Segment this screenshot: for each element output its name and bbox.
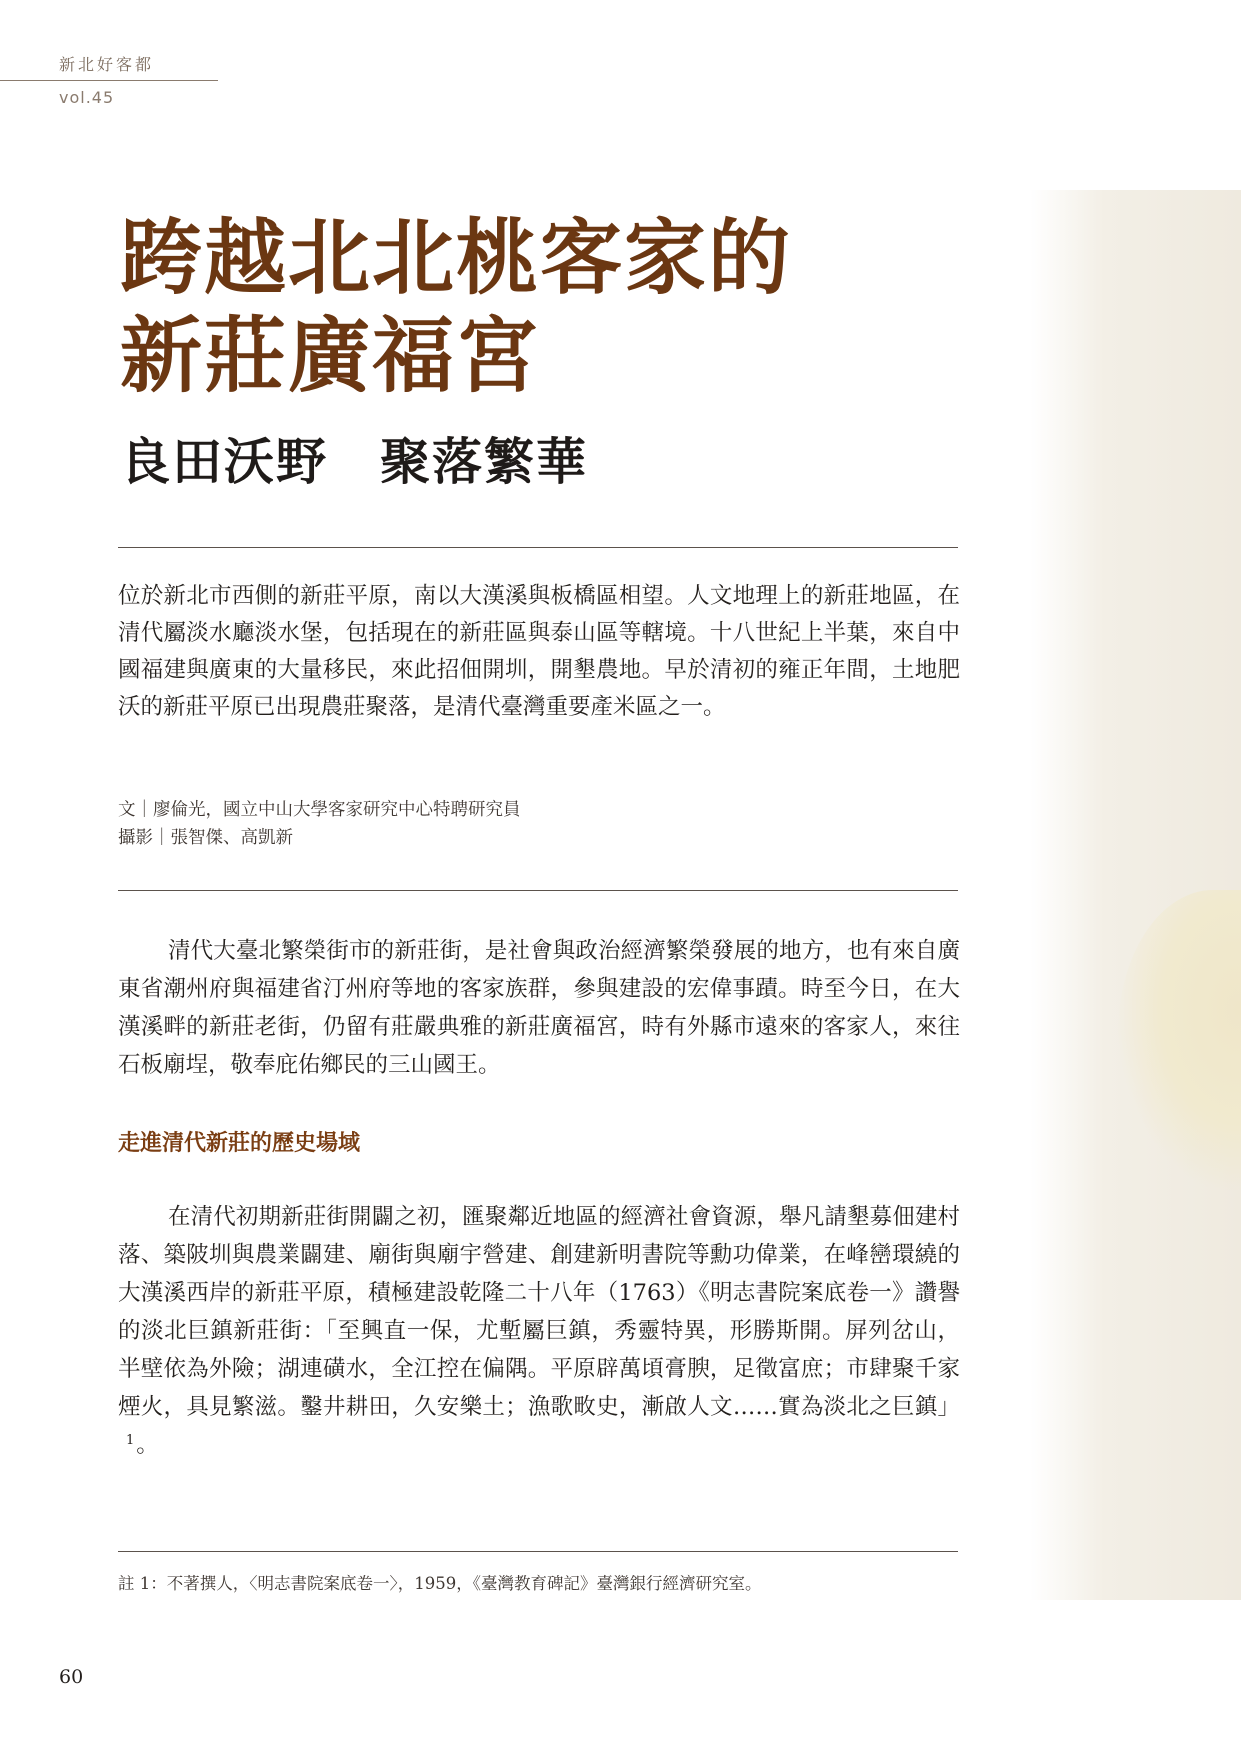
body-paragraph-2 xyxy=(118,1198,960,1464)
page-number: 60 xyxy=(59,1666,84,1688)
header-divider xyxy=(0,80,218,81)
body-paragraph-1: 清代大臺北繁榮街市的新莊街，是社會與政治經濟繁榮發展的地方，也有來自廣東省潮州府與福建省汀州府等地的客家族群，參與建設的宏偉事蹟。時至今日，在大漢溪畔的新莊老街，仍留有莊嚴典雅的新莊廣福宮，時有外縣市遠來的客家人，來往石板廟埕，敬奉庇佑鄉民的三山國王。 xyxy=(118,938,960,1078)
credits-block xyxy=(118,796,918,852)
divider-middle xyxy=(118,890,958,891)
title-line-1: 跨越北北桃客家的 xyxy=(120,211,793,306)
footnote: 註 1：不著撰人，〈明志書院案底卷一〉，1959，《臺灣教育碑記》臺灣銀行經濟研究室。 xyxy=(118,1574,762,1593)
paragraph-2-end: 。 xyxy=(136,1432,159,1458)
title-line-2: 新莊廣福宮 xyxy=(120,309,541,404)
footnote-reference[interactable]: 1 xyxy=(126,1432,135,1448)
magazine-name: 新北好客都 xyxy=(59,55,155,74)
intro-paragraph: 位於新北市西側的新莊平原，南以大漢溪與板橋區相望。人文地理上的新莊地區，在清代屬淡水廳淡水堡，包括現在的新莊區與泰山區等轄境。十八世紀上半葉，來自中國福建與廣東的大量移民，來此招佃開圳，開墾農地。早於清初的雍正年間，土地肥沃的新莊平原已出現農莊聚落，是清代臺灣重要產米區之一。 xyxy=(118,583,960,720)
article-subtitle: 良田沃野 聚落繁華 xyxy=(120,432,588,491)
section-heading: 走進清代新莊的歷史場域 xyxy=(118,1131,361,1156)
divider-top xyxy=(118,547,958,548)
paragraph-2-text: 在清代初期新莊街開闢之初，匯聚鄰近地區的經濟社會資源，舉凡請墾募佃建村落、築陂圳與農業闢建、廟街與廟宇營建、創建新明書院等勳功偉業，在峰巒環繞的大漢溪西岸的新莊平原，積極建設乾隆二十八年（1763）《明志書院案底卷一》讚譽的淡北巨鎮新莊街：「至興直一保，尤塹屬巨鎮，秀靈特異，形勝斯開。屏列岔山，半壁依為外險；湖連磺水，全江控在偏隅。平原辟萬頃膏腴，足徵富庶；市肆聚千家煙火，具見繁滋。鑿井耕田，久安樂土；漁歌畋史，漸啟人文……實為淡北之巨鎮」 xyxy=(118,1204,960,1420)
photo-credit: 攝影｜張智傑、高凱新 xyxy=(118,828,293,848)
writer-credit: 文｜廖倫光，國立中山大學客家研究中心特聘研究員 xyxy=(118,800,521,820)
divider-footnote xyxy=(118,1551,958,1552)
article-title xyxy=(120,210,792,406)
volume-label: vol.45 xyxy=(59,88,115,107)
